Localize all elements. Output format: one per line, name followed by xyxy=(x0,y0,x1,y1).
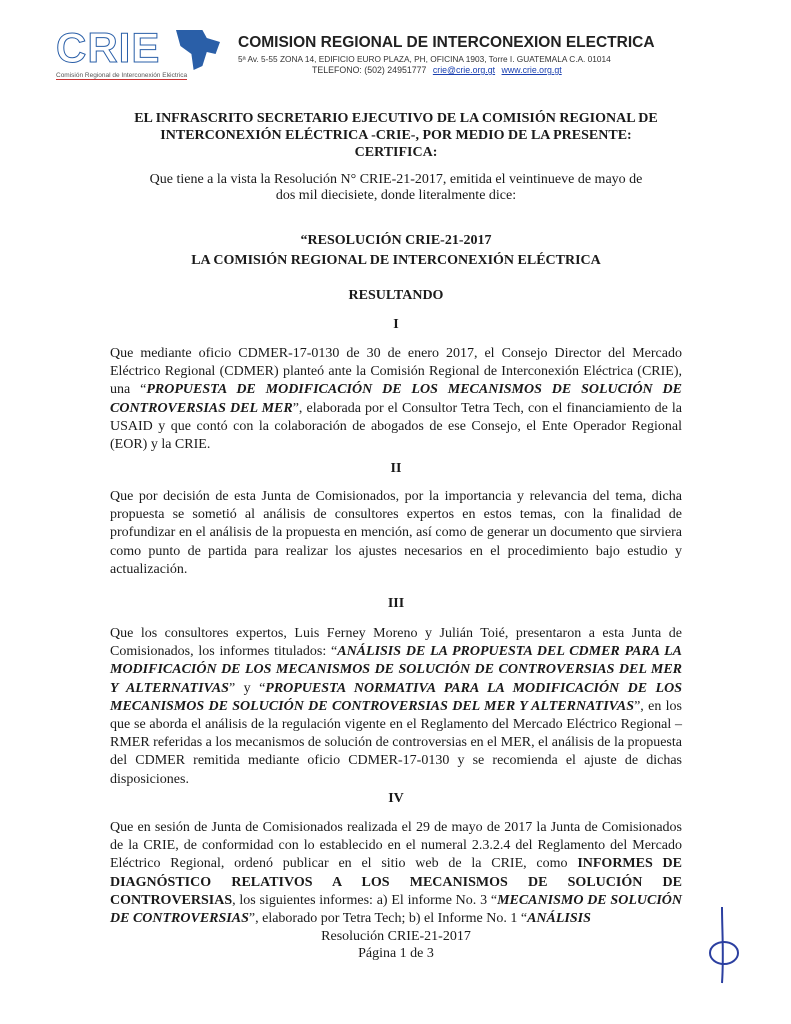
crie-logo xyxy=(56,26,226,82)
emphasis: ANÁLISIS xyxy=(527,911,591,927)
paragraph-iv xyxy=(110,819,682,928)
telephone: TELEFONO: (502) 24951777 xyxy=(312,65,427,75)
section-numeral: II xyxy=(390,461,402,476)
letterhead-address: 5ª Av. 5-55 ZONA 14, EDIFICIO EURO PLAZA, PH, OFICINA 1903, Torre I. GUATEMALA C.A. 01014 xyxy=(238,54,611,64)
paragraph-ii xyxy=(110,488,682,579)
text: ”, en los que se aborda el análisis de la regulación vigente en el Reglamento del Mercado Eléctrico Regional –RMER referidas a los mecanismos de solución de controversias en el MER, el análisis de la propuesta del CDMER remitida mediante oficio CDMER-17-0130 y se recomienda el ajuste de dichas disposiciones. xyxy=(110,698,682,787)
text: Que por decisión de esta Junta de Comisionados, por la importancia y relevancia del tema, dicha propuesta se sometió al análisis de consultores expertos en estos temas, con la finalidad de profundizar en el análisis de la propuesta en mención, así como de generar un documento que sirviera como punto de partida para realizar los ajustes necesarios en el procedimiento bajo estudio y actualización. xyxy=(110,489,682,577)
emphasis: PROPUESTA DE MODIFICACIÓN DE LOS MECANISMOS DE SOLUCIÓN DE CONTROVERSIAS DEL MER xyxy=(110,382,682,416)
emphasis: PROPUESTA NORMATIVA PARA LA MODIFICACIÓN DE LOS MECANISMOS DE SOLUCIÓN DE CONTROVERSIAS DEL MER Y ALTERNATIVAS xyxy=(110,680,682,714)
central-america-map-icon xyxy=(176,30,220,70)
certify-line: INTERCONEXIÓN ELÉCTRICA -CRIE-, POR MEDIO DE LA PRESENTE: xyxy=(160,128,632,143)
certify-heading xyxy=(110,110,682,161)
certify-line: CERTIFICA: xyxy=(354,145,438,160)
emphasis: MECANISMO DE SOLUCIÓN DE CONTROVERSIAS xyxy=(110,892,682,927)
paragraph-iii xyxy=(110,625,682,789)
text: Que los consultores expertos, Luis Ferney Moreno y Julián Toié, presentaron a esta Junta de Comisionados, los informes titulados: “ xyxy=(110,626,682,660)
bold-text: INFORMES DE DIAGNÓSTICO RELATIVOS A LOS MECANISMOS DE SOLUCIÓN DE CONTROVERSIAS xyxy=(110,856,682,908)
logo-subtitle: Comisión Regional de Interconexión Eléctrica xyxy=(56,72,188,79)
section-numeral: III xyxy=(387,596,405,611)
certify-line: EL INFRASCRITO SECRETARIO EJECUTIVO DE LA COMISIÓN REGIONAL DE xyxy=(134,111,658,126)
page-number: Página 1 de 3 xyxy=(358,946,434,961)
letterhead-contact xyxy=(312,65,562,75)
page-footer xyxy=(110,928,682,962)
logo-text: CRIE xyxy=(56,24,161,71)
intro-paragraph: Que tiene a la vista la Resolución N° CRIE-21-2017, emitida el veintinueve de mayo de dos mil diecisiete, donde literalmente dice: xyxy=(149,172,643,203)
website-link[interactable]: www.crie.org.gt xyxy=(501,65,562,75)
text: Que mediante oficio CDMER-17-0130 de 30 de enero 2017, el Consejo Director del Mercado Eléctrico Regional (CDMER) planteó ante la Comisión Regional de Interconexión Eléctrica (CRIE), una “ xyxy=(110,346,682,398)
letterhead-title: COMISION REGIONAL DE INTERCONEXION ELECTRICA xyxy=(238,34,655,51)
text: ”, elaborado por Tetra Tech; b) el Informe No. 1 “ xyxy=(248,911,528,927)
email-link[interactable]: crie@crie.org.gt xyxy=(432,65,496,75)
commission-heading: LA COMISIÓN REGIONAL DE INTERCONEXIÓN ELÉCTRICA xyxy=(191,253,601,268)
resultando-heading: RESULTANDO xyxy=(348,288,444,303)
footer-resolution: Resolución CRIE-21-2017 xyxy=(321,929,471,944)
section-numeral: IV xyxy=(388,791,404,806)
handwritten-initial-signature xyxy=(700,905,750,985)
paragraph-i xyxy=(110,345,682,454)
emphasis: ANÁLISIS DE LA PROPUESTA DEL CDMER PARA LA MODIFICACIÓN DE LOS MECANISMOS DE SOLUCIÓN DE CONTROVERSIAS DEL MER Y ALTERNATIVAS xyxy=(110,644,683,696)
text: ” y “ xyxy=(228,680,266,696)
text: , los siguientes informes: a) El informe No. 3 “ xyxy=(232,892,498,908)
section-numeral: I xyxy=(393,317,399,332)
resolution-title: “RESOLUCIÓN CRIE-21-2017 xyxy=(300,233,492,248)
text: Que en sesión de Junta de Comisionados realizada el 29 de mayo de 2017 la Junta de Comisionados de la CRIE, de conformidad con lo establecido en el numeral 2.3.2.4 del Reglamento del Mercado Eléctrico Regional, ordenó publicar en el sitio web de la CRIE, como xyxy=(110,820,682,872)
text: ”, elaborada por el Consultor Tetra Tech, con el financiamiento de la USAID y que contó con la colaboración de abogados de ese Consejo, el Ente Operador Regional (EOR) y la CRIE. xyxy=(110,400,682,453)
